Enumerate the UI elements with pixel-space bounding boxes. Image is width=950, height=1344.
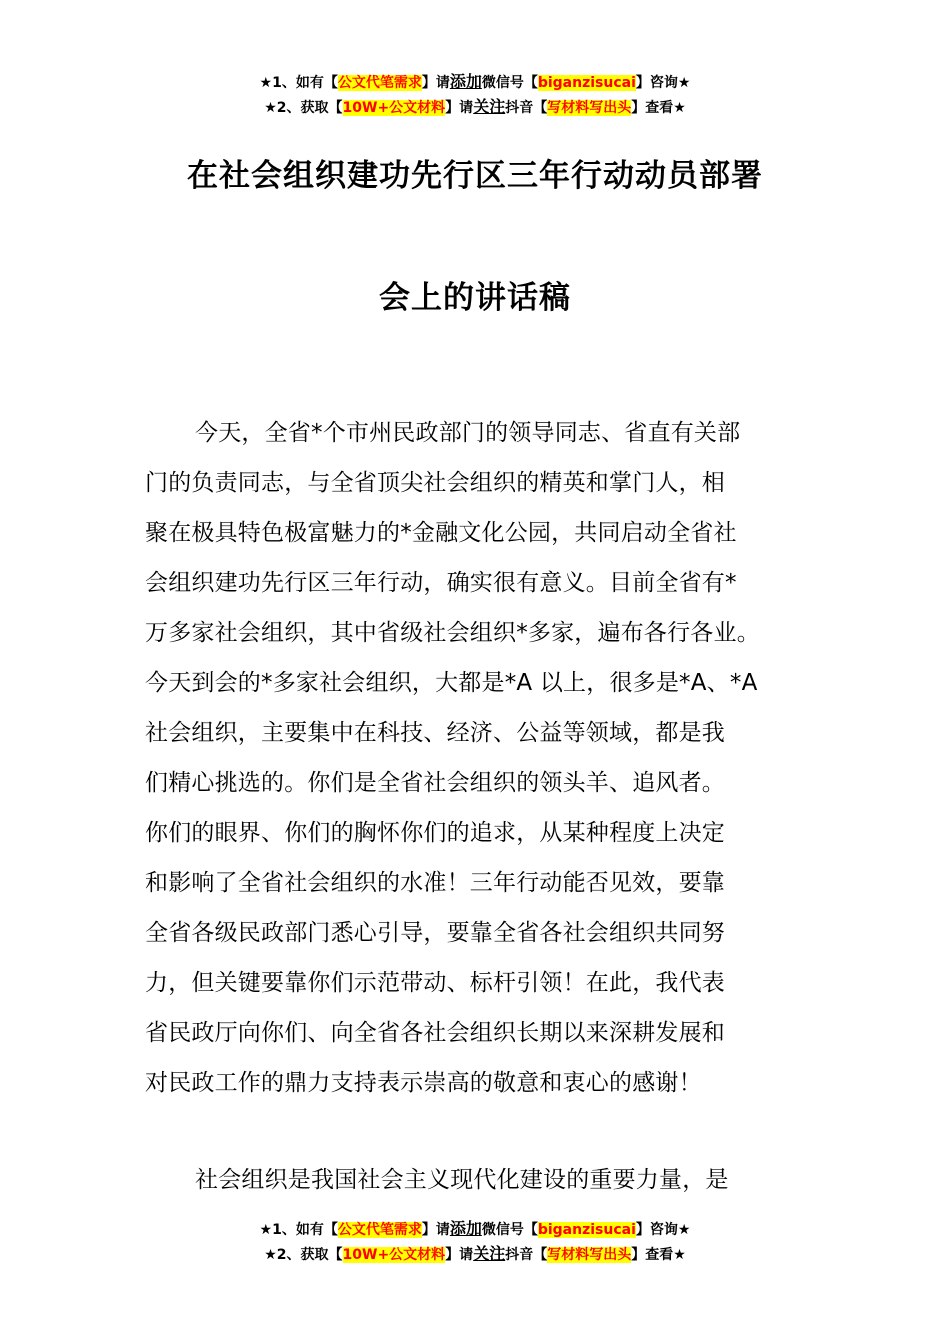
promo-line-1-prefix: ★1、如有【 [259,75,338,91]
promo-line-1-mid-1: 】请 [421,75,450,91]
promo-footer-line-2-highlight-2: 写材料写出头 [547,1247,632,1263]
promo-footer-line-2-prefix: ★2、获取【 [264,1247,343,1263]
paragraph-line: 门的负责同志，与全省顶尖社会组织的精英和掌门人，相 [145,470,725,496]
promo-footer-line-1 [0,1217,950,1242]
promo-footer-line-2-mid-1: 】请 [445,1247,474,1263]
promo-footer-line-1-suffix: 】咨询★ [635,1222,691,1238]
promo-footer-line-2-underline: 关注 [473,1244,506,1263]
promo-footer-line-2-suffix: 】查看★ [631,1247,686,1263]
promo-line-2-underline: 关注 [473,97,506,116]
paragraph-line: 和影响了全省社会组织的水准！三年行动能否见效，要靠 [145,870,725,896]
paragraph-line: 们精心挑选的。你们是全省社会组织的领头羊、追风者。 [145,770,725,796]
promo-footer-line-1-mid-1: 】请 [421,1222,450,1238]
paragraph-line: 今天到会的*多家社会组织，大都是*A 以上，很多是*A、*A [145,670,758,696]
promo-footer-line-1-underline: 添加 [449,1219,482,1238]
promo-footer-line-2-highlight-1: 10W+公文材料 [342,1247,446,1263]
paragraph-line: 省民政厅向你们、向全省各社会组织长期以来深耕发展和 [145,1020,725,1046]
paragraph-line: 社会组织是我国社会主义现代化建设的重要力量，是 [195,1167,729,1193]
paragraph-2 [145,1155,810,1205]
document-title-line-1: 在社会组织建功先行区三年行动动员部署 [187,158,763,194]
promo-footer-line-1-highlight-1: 公文代笔需求 [337,1222,422,1238]
paragraph-line: 今天，全省*个市州民政部门的领导同志、省直有关部 [195,420,741,446]
paragraph-line: 全省各级民政部门悉心引导，要靠全省各社会组织共同努 [145,920,725,946]
paragraph-line: 你们的眼界、你们的胸怀你们的追求，从某种程度上决定 [145,820,725,846]
paragraph-line: 社会组织，主要集中在科技、经济、公益等领域，都是我 [145,720,725,746]
paragraph-line: 对民政工作的鼎力支持表示崇高的敬意和衷心的感谢！ [145,1070,702,1096]
paragraph-1 [145,408,810,1108]
promo-footer-line-1-mid-2: 微信号【 [481,1222,538,1238]
promo-line-2-highlight-1: 10W+公文材料 [342,100,446,116]
promo-footer-line-1-prefix: ★1、如有【 [259,1222,338,1238]
promo-footer-line-2 [0,1242,950,1267]
promo-line-1-highlight-2: biganzisucai [537,75,636,91]
promo-line-1 [0,70,950,95]
promo-line-1-suffix: 】咨询★ [635,75,691,91]
promo-header [0,70,950,120]
paragraph-line: 聚在极具特色极富魅力的*金融文化公园，共同启动全省社 [145,520,737,546]
promo-line-2-mid-1: 】请 [445,100,474,116]
promo-line-1-highlight-1: 公文代笔需求 [337,75,422,91]
promo-line-2-highlight-2: 写材料写出头 [547,100,632,116]
promo-line-1-underline: 添加 [449,72,482,91]
promo-line-1-mid-2: 微信号【 [481,75,538,91]
promo-footer [0,1217,950,1267]
promo-footer-line-1-highlight-2: biganzisucai [537,1222,636,1238]
promo-line-2 [0,95,950,120]
paragraph-line: 万多家社会组织，其中省级社会组织*多家，遍布各行各业。 [145,620,760,646]
document-title-line-2: 会上的讲话稿 [379,280,571,316]
promo-line-2-suffix: 】查看★ [631,100,686,116]
promo-line-2-mid-2: 抖音【 [505,100,548,116]
paragraph-line: 会组织建功先行区三年行动，确实很有意义。目前全省有* [145,570,737,596]
promo-footer-line-2-mid-2: 抖音【 [505,1247,548,1263]
promo-line-2-prefix: ★2、获取【 [264,100,343,116]
paragraph-line: 力，但关键要靠你们示范带动、标杆引领！在此，我代表 [145,970,725,996]
